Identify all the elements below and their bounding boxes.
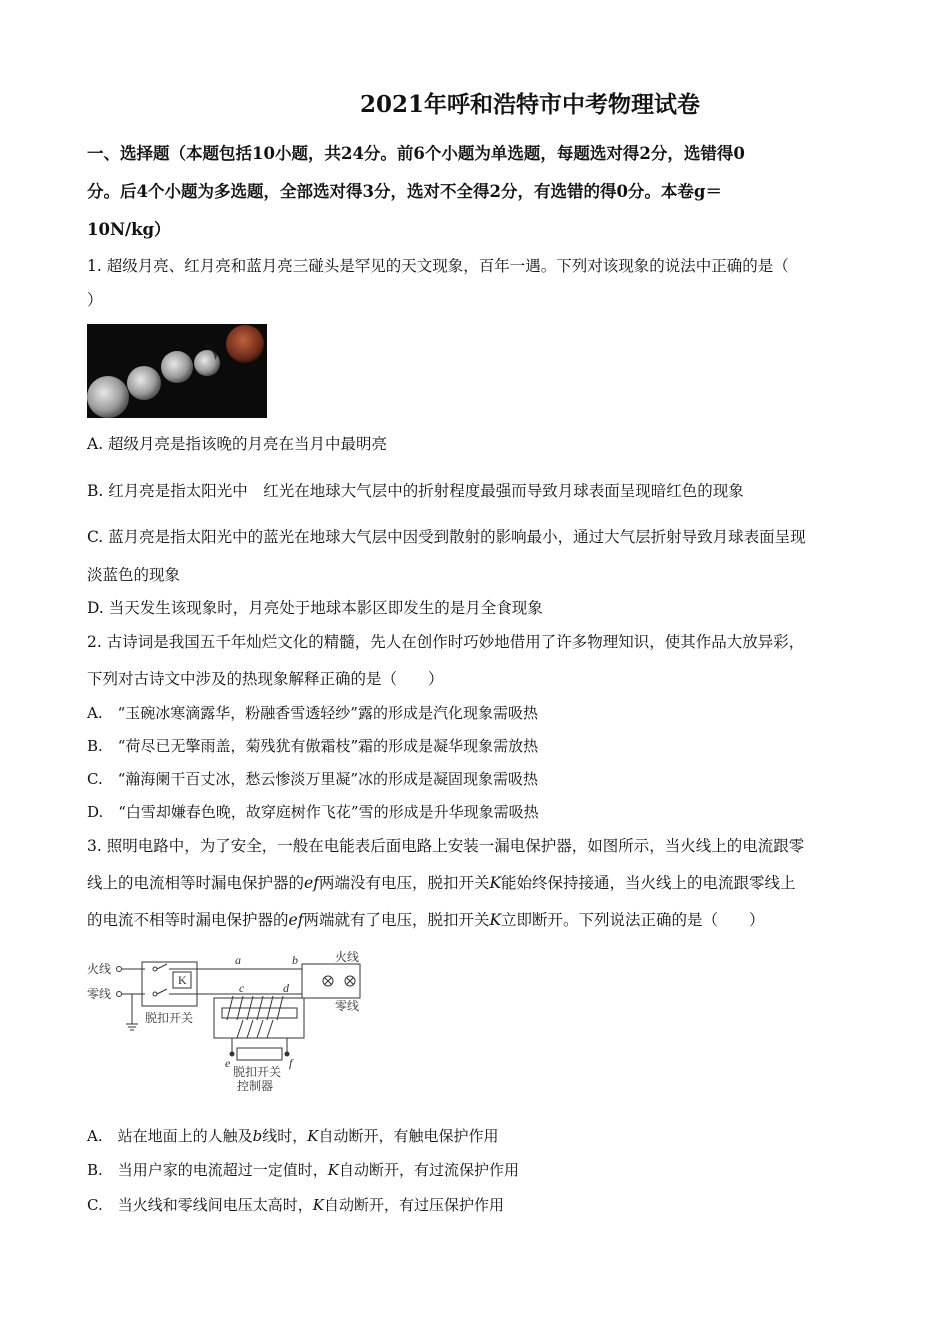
section-header-line3: 10N/kg） <box>87 220 171 239</box>
svg-text:a: a <box>235 953 241 967</box>
svg-text:d: d <box>283 981 289 995</box>
q2-stem-line2: 下列对古诗文中涉及的热现象解释正确的是（ ） <box>87 670 444 688</box>
section-header-line2: 分。后4个小题为多选题，全部选对得3分，选对不全得2分，有选错的得0分。本卷g＝ <box>87 182 722 201</box>
q3-stem-line1: 3. 照明电路中，为了安全，一般在电能表后面电路上安装一漏电保护器，如图所示，当火线上的电流跟零 <box>87 837 805 855</box>
q1-stem-line2: ） <box>87 291 103 309</box>
q1-option-d: D. 当天发生该现象时，月亮处于地球本影区即发生的是月全食现象 <box>87 599 543 617</box>
q2-option-a: A. “玉碗冰寒滴露华，粉融香雪透轻纱”露的形成是汽化现象需吸热 <box>87 704 538 722</box>
label-controller-line2: 控制器 <box>237 1079 274 1093</box>
svg-text:c: c <box>239 981 245 995</box>
svg-text:e: e <box>225 1056 231 1070</box>
q3-option-b: B. 当用户家的电流超过一定值时，K自动断开，有过流保护作用 <box>87 1161 520 1179</box>
section-header-line1: 一、选择题（本题包括10小题，共24分。前6个小题为单选题，每题选对得2分，选错得0 <box>87 144 745 163</box>
q3-stem-line3: 的电流不相等时漏电保护器的ef两端就有了电压，脱扣开关K立即断开。下列说法正确的是（ ） <box>87 911 765 929</box>
label-lingxian-right: 零线 <box>335 999 360 1013</box>
svg-text:f: f <box>289 1056 293 1070</box>
svg-text:b: b <box>292 953 298 967</box>
q1-stem-line1: 1. 超级月亮、红月亮和蓝月亮三碰头是罕见的天文现象，百年一遇。下列对该现象的说法中正确的是（ <box>87 257 789 275</box>
leakage-protector-diagram <box>87 950 377 1100</box>
q3-stem-line2: 线上的电流相等时漏电保护器的ef两端没有电压，脱扣开关K能始终保持接通，当火线上的电流跟零线上 <box>87 874 796 892</box>
lunar-eclipse-photo <box>87 324 267 418</box>
label-k: K <box>178 973 187 987</box>
q1-option-b: B. 红月亮是指太阳光中 红光在地球大气层中的折射程度最强而导致月球表面呈现暗红色的现象 <box>87 482 744 500</box>
q3-option-c: C. 当火线和零线间电压太高时，K自动断开，有过压保护作用 <box>87 1196 504 1214</box>
label-controller-line1: 脱扣开关 <box>233 1065 282 1079</box>
label-lingxian-left: 零线 <box>87 987 112 1001</box>
q2-option-c: C. “瀚海阑干百丈冰，愁云惨淡万里凝”冰的形成是凝固现象需吸热 <box>87 770 539 788</box>
page-title: 2021年呼和浩特市中考物理试卷 <box>359 91 700 118</box>
q1-option-c-line1: C. 蓝月亮是指太阳光中的蓝光在地球大气层中因受到散射的影响最小，通过大气层折射导致月球表面呈现 <box>87 528 806 546</box>
q2-stem-line1: 2. 古诗词是我国五千年灿烂文化的精髓，先人在创作时巧妙地借用了许多物理知识，使其作品大放异彩， <box>87 633 805 651</box>
q1-option-c-line2: 淡蓝色的现象 <box>87 566 181 584</box>
q3-option-a: A. 站在地面上的人触及b线时，K自动断开，有触电保护作用 <box>87 1127 499 1145</box>
label-huoxian-right: 火线 <box>335 950 360 964</box>
label-tuokou-switch: 脱扣开关 <box>145 1011 194 1025</box>
q2-option-d: D. “白雪却嫌春色晚，故穿庭树作飞花”雪的形成是升华现象需吸热 <box>87 803 539 821</box>
label-huoxian-left: 火线 <box>87 962 112 976</box>
q1-option-a: A. 超级月亮是指该晚的月亮在当月中最明亮 <box>87 435 388 453</box>
q2-option-b: B. “荷尽已无擎雨盖，菊残犹有傲霜枝”霜的形成是凝华现象需放热 <box>87 737 539 755</box>
